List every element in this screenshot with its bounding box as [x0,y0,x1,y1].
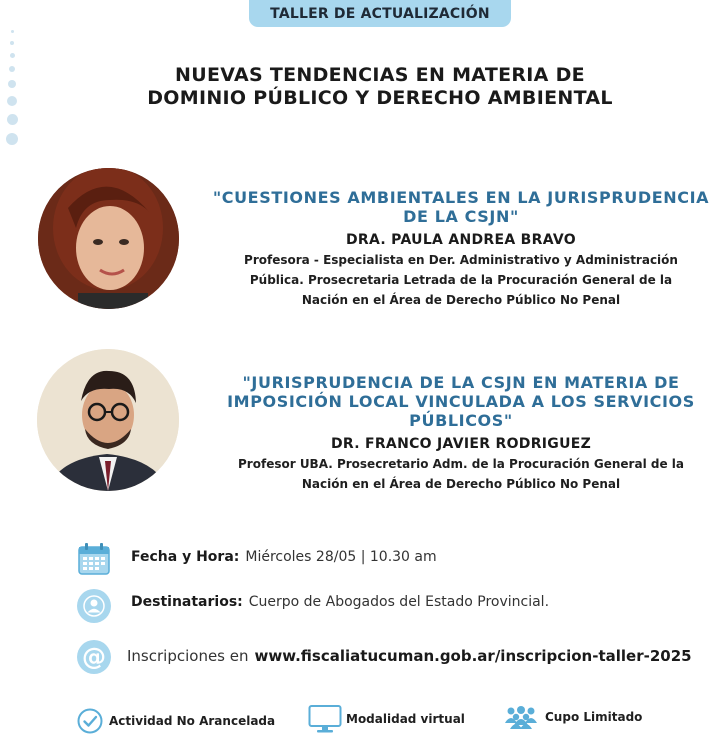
registration-prefix: Inscripciones en [127,647,249,665]
footer-virtual [308,704,465,734]
footer-virtual-label: Modalidad virtual [346,712,465,726]
calendar-icon [77,542,111,576]
talk-2 [196,373,720,494]
registration-row [127,647,692,665]
talk-1-title-line-2: DE LA CSJN" [403,207,519,226]
event-type-badge: TALLER DE ACTUALIZACIÓN [249,0,511,27]
footer-limited-label: Cupo Limitado [545,710,643,724]
talk-2-title-line-1: "JURISPRUDENCIA DE LA CSJN EN MATERIA DE [242,373,680,392]
user-icon [77,589,111,623]
talk-1-title-line-1: "CUESTIONES AMBIENTALES EN LA JURISPRUDENCIA [212,188,710,207]
footer-free-label: Actividad No Arancelada [109,714,276,728]
talk-2-title-line-2: IMPOSICIÓN LOCAL VINCULADA A LOS SERVICIOS [227,392,695,411]
check-circle-icon [77,708,103,734]
talk-2-bio-line-2: Nación en el Área de Derecho Público No Penal [301,477,621,491]
talk-1-speaker: DRA. PAULA ANDREA BRAVO [345,232,577,248]
page-title [0,64,720,110]
talk-1 [196,188,720,310]
talk-2-speaker: DR. FRANCO JAVIER RODRIGUEZ [330,436,592,452]
title-line-2: DOMINIO PÚBLICO Y DERECHO AMBIENTAL [147,87,613,109]
date-row [131,549,437,565]
talk-1-bio [196,250,720,310]
at-sign-icon: @ [77,640,111,674]
audience-label: Destinatarios: [131,594,243,610]
audience-row [131,594,549,610]
talk-1-title [196,188,720,226]
talk-2-title-line-3: PÚBLICOS" [409,411,513,430]
group-icon [503,704,539,730]
talk-1-bio-line-3: Nación en el Área de Derecho Público No Penal [301,293,621,307]
date-label: Fecha y Hora: [131,549,240,565]
talk-2-bio [196,454,720,494]
audience-value: Cuerpo de Abogados del Estado Provincial. [248,594,550,610]
talk-1-bio-line-1: Profesora - Especialista en Der. Administrativo y Administración [244,253,678,267]
speaker-2-photo [37,349,179,491]
speaker-1-photo [38,168,179,309]
monitor-icon [308,704,342,734]
talk-2-bio-line-1: Profesor UBA. Prosecretario Adm. de la Procuración General de la [238,457,684,471]
talk-2-title [196,373,720,430]
talk-1-bio-line-2: Pública. Prosecretaria Letrada de la Procuración General de la [249,273,673,287]
footer-limited [503,704,642,730]
registration-link[interactable]: www.fiscaliatucuman.gob.ar/inscripcion-taller-2025 [254,647,692,665]
footer-free [77,708,275,734]
title-line-1: NUEVAS TENDENCIAS EN MATERIA DE [175,64,585,86]
date-value: Miércoles 28/05 | 10.30 am [245,549,437,565]
